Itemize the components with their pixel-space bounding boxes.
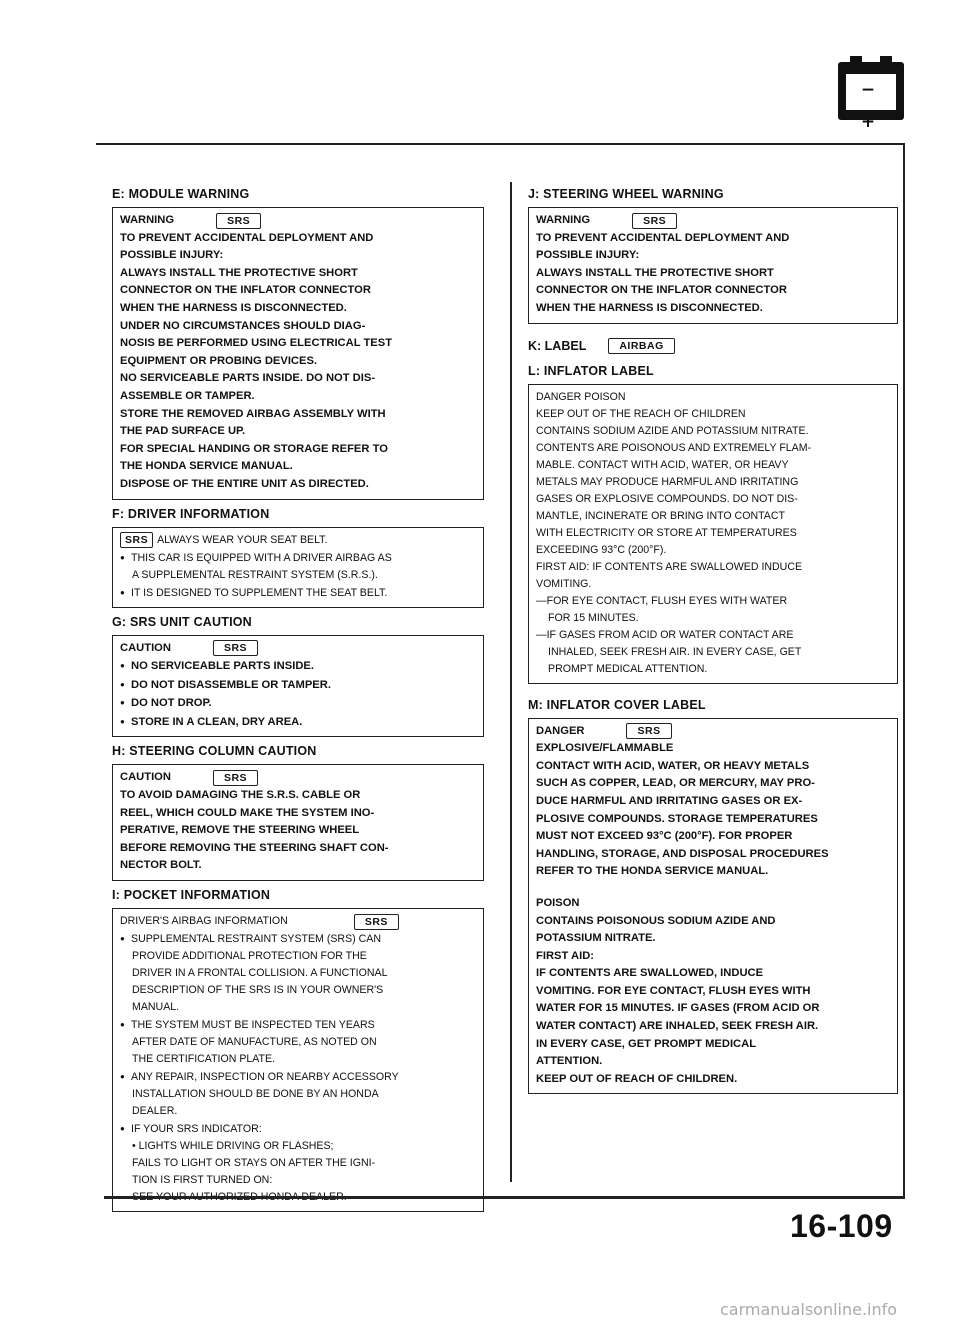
label-line: MABLE. CONTACT WITH ACID, WATER, OR HEAVY [536, 458, 789, 471]
srs-unit-caution-box [112, 635, 484, 738]
danger-heading: DANGER [536, 724, 585, 737]
poison-line: WATER CONTACT) ARE INHALED, SEEK FRESH AIR. [536, 1020, 819, 1033]
label-line: WITH ELECTRICITY OR STORE AT TEMPERATURES [536, 526, 797, 539]
section-h-title: H: STEERING COLUMN CAUTION [112, 744, 317, 759]
srs-tag: SRS [213, 770, 258, 786]
label-line: CONTAINS SODIUM AZIDE AND POTASSIUM NITRATE. [536, 424, 809, 437]
danger-line: DUCE HARMFUL AND IRRITATING GASES OR EX- [536, 794, 803, 807]
bullet-continuation: TION IS FIRST TURNED ON: [132, 1174, 273, 1187]
danger-line: HANDLING, STORAGE, AND DISPOSAL PROCEDURES [536, 847, 829, 860]
label-line: —IF GASES FROM ACID OR WATER CONTACT ARE [536, 628, 794, 641]
bottom-rule [104, 1196, 904, 1199]
label-line: CONTENTS ARE POISONOUS AND EXTREMELY FLAM- [536, 441, 812, 454]
airbag-tag: AIRBAG [608, 338, 674, 354]
bullet-item: ● DO NOT DISASSEMBLE OR TAMPER. [120, 676, 477, 695]
sub-bullet-item: • LIGHTS WHILE DRIVING OR FLASHES; [132, 1140, 334, 1153]
section-l-title: L: INFLATOR LABEL [528, 363, 654, 378]
bullet-continuation: THE CERTIFICATION PLATE. [132, 1053, 276, 1066]
warning-line: EQUIPMENT OR PROBING DEVICES. [120, 354, 318, 367]
bullet-continuation: FAILS TO LIGHT OR STAYS ON AFTER THE IGNI- [132, 1157, 376, 1170]
danger-line: MUST NOT EXCEED 93°C (200°F). FOR PROPER [536, 830, 793, 843]
section-i-title: I: POCKET INFORMATION [112, 888, 271, 903]
danger-line: CONTACT WITH ACID, WATER, OR HEAVY METALS [536, 759, 810, 772]
warning-line: WHEN THE HARNESS IS DISCONNECTED. [536, 301, 763, 314]
bullet-item: ● DO NOT DROP. [120, 694, 477, 713]
warning-line: DISPOSE OF THE ENTIRE UNIT AS DIRECTED. [120, 477, 369, 490]
watermark: carmanualsonline.info [720, 1300, 898, 1319]
bullet-continuation: MANUAL. [132, 1001, 180, 1014]
bullet-item: ● IT IS DESIGNED TO SUPPLEMENT THE SEAT BELT. [120, 584, 477, 602]
label-line: GASES OR EXPLOSIVE COMPOUNDS. DO NOT DIS- [536, 492, 798, 505]
label-line: FOR 15 MINUTES. [548, 611, 639, 624]
pocket-info-heading: DRIVER'S AIRBAG INFORMATION [120, 915, 288, 928]
warning-line: TO PREVENT ACCIDENTAL DEPLOYMENT AND [536, 231, 790, 244]
caution-line: BEFORE REMOVING THE STEERING SHAFT CON- [120, 841, 389, 854]
bullet-item: ● NO SERVICEABLE PARTS INSIDE. [120, 657, 477, 676]
warning-line: POSSIBLE INJURY: [536, 249, 640, 262]
bullet-item: ● THE SYSTEM MUST BE INSPECTED TEN YEARS [120, 1016, 477, 1034]
driver-info-first [120, 532, 477, 549]
warning-line: WHEN THE HARNESS IS DISCONNECTED. [120, 301, 347, 314]
srs-tag: SRS [626, 723, 671, 739]
bullet-continuation: DRIVER IN A FRONTAL COLLISION. A FUNCTIONAL [132, 967, 388, 980]
section-k-title: K: LABEL [528, 338, 587, 353]
poison-line: IF CONTENTS ARE SWALLOWED, INDUCE [536, 967, 764, 980]
inflator-label-box [528, 384, 898, 684]
label-line: VOMITING. [536, 577, 592, 590]
srs-tag: SRS [632, 213, 677, 229]
right-rule [903, 143, 905, 1199]
top-rule [96, 143, 904, 145]
section-e-title: E: MODULE WARNING [112, 187, 250, 201]
battery-terminal-positive [880, 56, 892, 64]
warning-line: THE PAD SURFACE UP. [120, 425, 246, 438]
driver-info-box [112, 527, 484, 608]
section-j-title: J: STEERING WHEEL WARNING [528, 187, 724, 201]
bullet-item: ● THIS CAR IS EQUIPPED WITH A DRIVER AIRBAG AS [120, 549, 477, 567]
caution-head [120, 640, 477, 658]
column-divider [510, 182, 512, 1182]
warning-line: CONNECTOR ON THE INFLATOR CONNECTOR [120, 284, 371, 297]
warning-heading: WARNING [120, 214, 175, 226]
poison-line: VOMITING. FOR EYE CONTACT, FLUSH EYES WITH [536, 984, 811, 997]
steering-wheel-warning-box [528, 207, 898, 324]
left-column [112, 180, 484, 1212]
section-f-title: F: DRIVER INFORMATION [112, 506, 270, 521]
poison-line: WATER FOR 15 MINUTES. IF GASES (FROM ACID OR [536, 1002, 820, 1015]
warning-line: POSSIBLE INJURY: [120, 249, 224, 262]
bullet-item: ● ANY REPAIR, INSPECTION OR NEARBY ACCESSORY [120, 1068, 477, 1086]
danger-line: PLOSIVE COMPOUNDS. STORAGE TEMPERATURES [536, 812, 818, 825]
warning-line: FOR SPECIAL HANDING OR STORAGE REFER TO [120, 442, 388, 455]
warning-line: NOSIS BE PERFORMED USING ELECTRICAL TEST [120, 337, 393, 350]
pocket-info-head [120, 913, 477, 930]
label-line: PROMPT MEDICAL ATTENTION. [548, 662, 708, 675]
warning-line: ASSEMBLE OR TAMPER. [120, 389, 255, 402]
bullet-continuation: AFTER DATE OF MANUFACTURE, AS NOTED ON [132, 1036, 377, 1049]
right-column [528, 180, 898, 1094]
bullet-item: ● STORE IN A CLEAN, DRY AREA. [120, 713, 477, 732]
warning-heading: WARNING [536, 214, 591, 226]
bullet-continuation: DESCRIPTION OF THE SRS IS IN YOUR OWNER'S [132, 984, 384, 997]
bullet-continuation: DEALER. [132, 1105, 178, 1118]
spacer [536, 881, 891, 895]
section-g-title: G: SRS UNIT CAUTION [112, 614, 252, 629]
danger-line: REFER TO THE HONDA SERVICE MANUAL. [536, 865, 769, 878]
caution-line: NECTOR BOLT. [120, 859, 202, 872]
danger-line: EXPLOSIVE/FLAMMABLE [536, 742, 674, 755]
srs-tag: SRS [213, 640, 258, 656]
poison-line: IN EVERY CASE, GET PROMPT MEDICAL [536, 1037, 757, 1050]
label-line: MANTLE, INCINERATE OR BRING INTO CONTACT [536, 509, 785, 522]
caution-heading: CAUTION [120, 641, 171, 654]
bullet-continuation: A SUPPLEMENTAL RESTRAINT SYSTEM (S.R.S.). [132, 568, 378, 581]
caution-line: REEL, WHICH COULD MAKE THE SYSTEM INO- [120, 806, 375, 819]
danger-line: SUCH AS COPPER, LEAD, OR MERCURY, MAY PRO- [536, 777, 815, 790]
warning-line: UNDER NO CIRCUMSTANCES SHOULD DIAG- [120, 319, 366, 332]
inflator-cover-label-box [528, 718, 898, 1095]
label-line: FIRST AID: IF CONTENTS ARE SWALLOWED INDUCE [536, 560, 803, 573]
bullet-continuation: INSTALLATION SHOULD BE DONE BY AN HONDA [132, 1088, 379, 1101]
bullet-item: ● IF YOUR SRS INDICATOR: [120, 1120, 477, 1138]
bullet-item: ● SUPPLEMENTAL RESTRAINT SYSTEM (SRS) CAN [120, 930, 477, 948]
srs-tag: SRS [354, 914, 399, 930]
poison-line: POTASSIUM NITRATE. [536, 932, 656, 945]
steering-column-caution-box [112, 764, 484, 881]
poison-line: POISON [536, 896, 580, 909]
battery-icon-symbols: − + [846, 74, 896, 110]
label-line: —FOR EYE CONTACT, FLUSH EYES WITH WATER [536, 594, 788, 607]
label-line: KEEP OUT OF THE REACH OF CHILDREN [536, 407, 746, 420]
warning-line: STORE THE REMOVED AIRBAG ASSEMBLY WITH [120, 407, 386, 420]
label-line: EXCEEDING 93°C (200°F). [536, 543, 667, 556]
srs-tag: SRS [216, 213, 261, 229]
label-line: METALS MAY PRODUCE HARMFUL AND IRRITATING [536, 475, 799, 488]
section-k-row [528, 338, 898, 354]
warning-line: ALWAYS INSTALL THE PROTECTIVE SHORT [120, 266, 358, 279]
module-warning-box [112, 207, 484, 500]
caution-line: TO AVOID DAMAGING THE S.R.S. CABLE OR [120, 789, 361, 802]
warning-line: TO PREVENT ACCIDENTAL DEPLOYMENT AND [120, 231, 374, 244]
warning-line: ALWAYS INSTALL THE PROTECTIVE SHORT [536, 266, 774, 279]
page-number: 16-109 [790, 1208, 893, 1244]
danger-head [536, 723, 891, 741]
poison-line: CONTAINS POISONOUS SODIUM AZIDE AND [536, 914, 776, 927]
bullet-continuation: PROVIDE ADDITIONAL PROTECTION FOR THE [132, 950, 367, 963]
warning-line: NO SERVICEABLE PARTS INSIDE. DO NOT DIS- [120, 372, 376, 385]
module-warning-head [120, 212, 477, 230]
label-line: INHALED, SEEK FRESH AIR. IN EVERY CASE, GET [548, 645, 802, 658]
pocket-info-box [112, 908, 484, 1212]
section-m-title: M: INFLATOR COVER LABEL [528, 697, 706, 712]
caution-head [120, 769, 477, 787]
battery-icon [838, 62, 904, 132]
label-line: DANGER POISON [536, 390, 626, 403]
poison-line: KEEP OUT OF REACH OF CHILDREN. [536, 1072, 738, 1085]
srs-tag: SRS [120, 532, 153, 548]
warning-line: THE HONDA SERVICE MANUAL. [120, 460, 293, 473]
caution-heading: CAUTION [120, 771, 171, 784]
battery-terminal-negative [850, 56, 862, 64]
poison-line: FIRST AID: [536, 949, 595, 962]
caution-line: PERATIVE, REMOVE THE STEERING WHEEL [120, 824, 360, 837]
warning-head [536, 212, 891, 230]
seat-belt-text: ALWAYS WEAR YOUR SEAT BELT. [157, 533, 328, 546]
poison-line: ATTENTION. [536, 1055, 603, 1068]
warning-line: CONNECTOR ON THE INFLATOR CONNECTOR [536, 284, 787, 297]
